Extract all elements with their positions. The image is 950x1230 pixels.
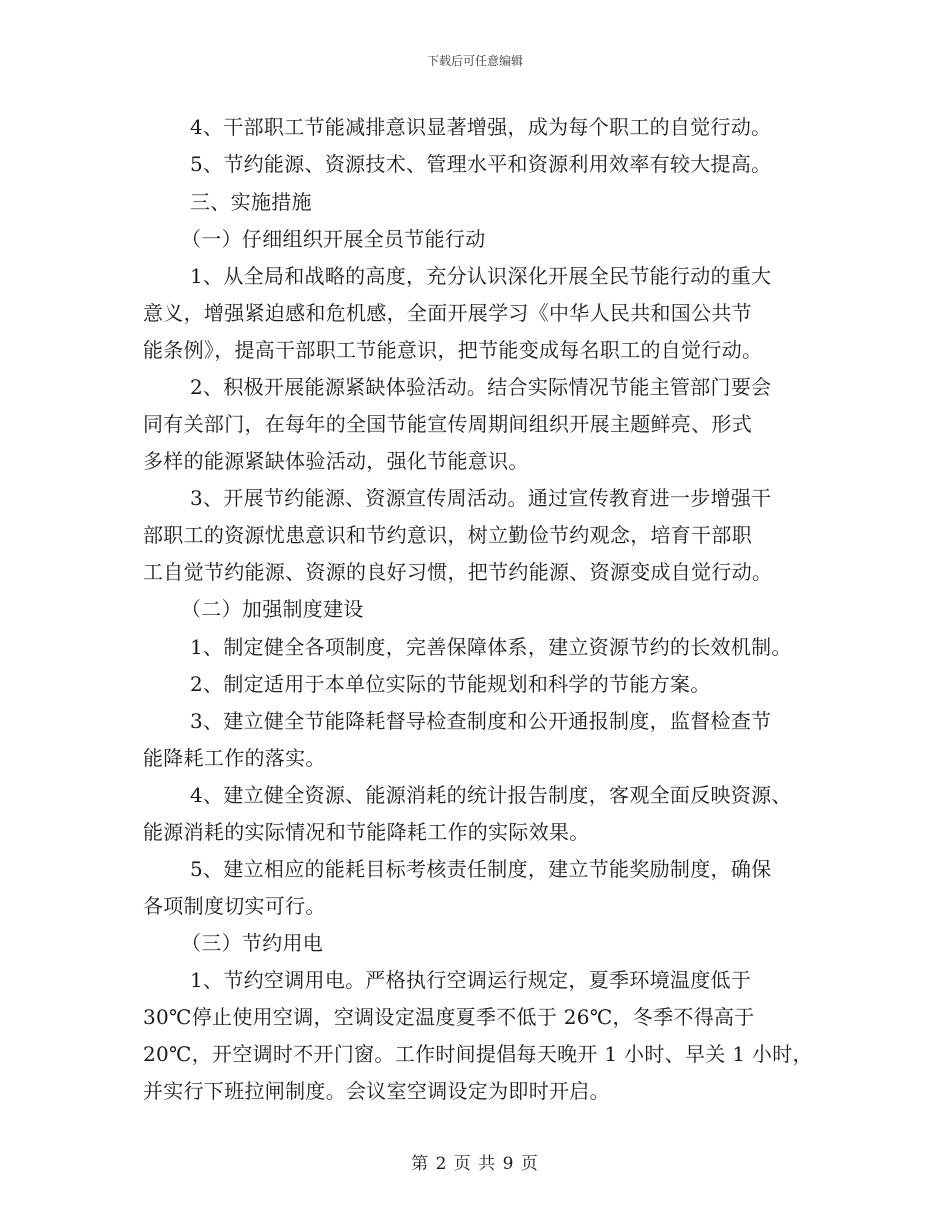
text-line: 4、干部职工节能减排意识显著增强，成为每个职工的自觉行动。: [190, 115, 772, 139]
text-line: 同有关部门，在每年的全国节能宣传周期间组织开展主题鲜亮、形式: [143, 412, 752, 436]
text-line: 2、制定适用于本单位实际的节能规划和科学的节能方案。: [190, 672, 711, 696]
page-header: 下载后可任意编辑: [426, 54, 523, 68]
text-line: 工自觉节约能源、资源的良好习惯，把节约能源、资源变成自觉行动。: [143, 560, 773, 584]
text-line: 30℃停止使用空调，空调设定温度夏季不低于 26℃，冬季不得高于: [143, 1005, 755, 1029]
text-line: 4、建立健全资源、能源消耗的统计报告制度，客观全面反映资源、: [190, 783, 792, 807]
subsection-heading: （二）加强制度建设: [181, 597, 364, 621]
text-line: 意义，增强紧迫感和危机感，全面开展学习《中华人民共和国公共节: [143, 301, 752, 325]
text-line: 各项制度切实可行。: [143, 894, 326, 918]
text-line: 5、建立相应的能耗目标考核责任制度，建立节能奖励制度，确保: [190, 857, 772, 881]
text-line: 5、节约能源、资源技术、管理水平和资源利用效率有较大提高。: [190, 152, 772, 176]
text-line: 能源消耗的实际情况和节能降耗工作的实际效果。: [143, 820, 590, 844]
text-line: 并实行下班拉闸制度。会议室空调设定为即时开启。: [143, 1079, 610, 1103]
section-heading: 三、实施措施: [190, 190, 312, 214]
subsection-heading: （三）节约用电: [181, 931, 324, 955]
text-line: 20℃，开空调时不开门窗。工作时间提倡每天晚开 1 小时、早关 1 小时，: [143, 1042, 813, 1066]
text-line: 能降耗工作的落实。: [143, 746, 326, 770]
subsection-heading: （一）仔细组织开展全员节能行动: [181, 227, 486, 251]
text-line: 部职工的资源忧患意识和节约意识，树立勤俭节约观念，培育干部职: [143, 523, 752, 547]
text-line: 3、开展节约能源、资源宣传周活动。通过宣传教育进一步增强干: [190, 486, 772, 510]
text-line: 1、制定健全各项制度，完善保障体系，建立资源节约的长效机制。: [190, 635, 792, 659]
text-line: 1、节约空调用电。严格执行空调运行规定，夏季环境温度低于: [190, 968, 752, 992]
text-line: 1、从全局和战略的高度，充分认识深化开展全民节能行动的重大: [190, 264, 772, 288]
page-number: 第 2 页 共 9 页: [411, 1154, 539, 1174]
text-line: 2、积极开展能源紧缺体验活动。结合实际情况节能主管部门要会: [190, 375, 772, 399]
text-line: 3、建立健全节能降耗督导检查制度和公开通报制度，监督检查节: [190, 709, 772, 733]
text-line: 能条例》，提高干部职工节能意识，把节能变成每名职工的自觉行动。: [143, 338, 763, 362]
text-line: 多样的能源紧缺体验活动，强化节能意识。: [143, 449, 529, 473]
